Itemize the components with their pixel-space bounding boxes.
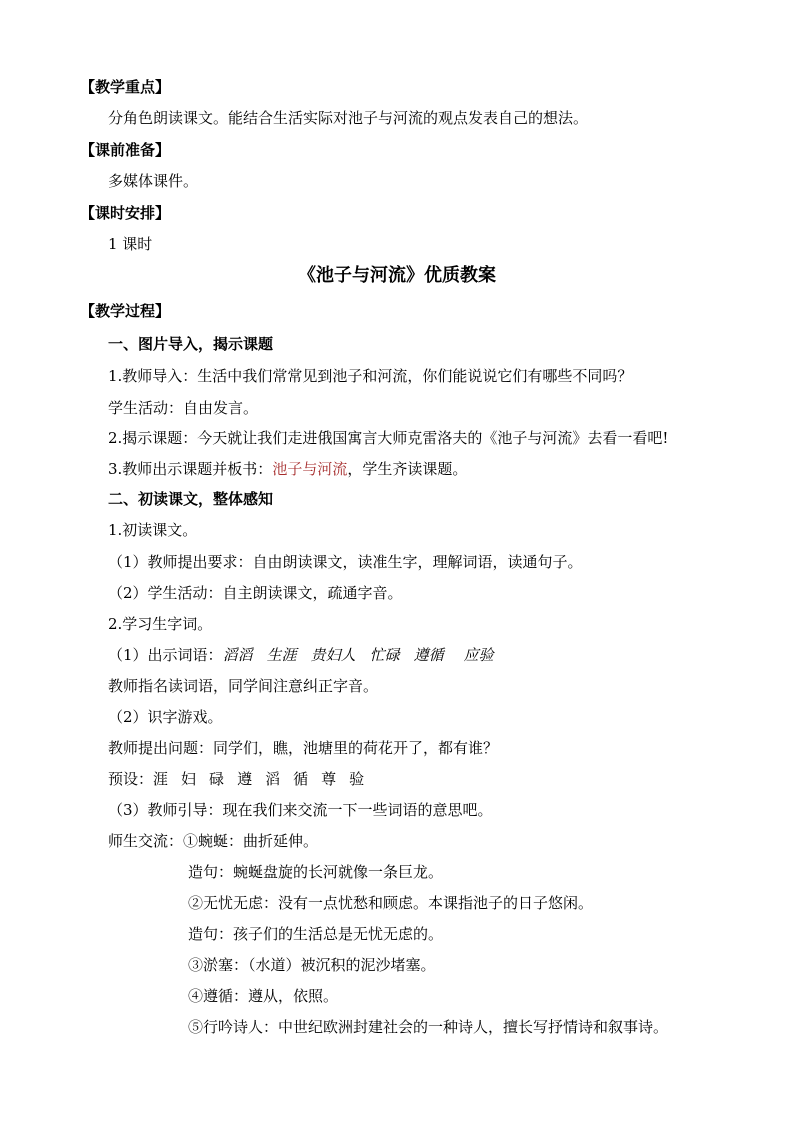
- definition-1: ①蜿蜒：曲折延伸。: [183, 832, 319, 850]
- part1-line4: [108, 459, 467, 479]
- part2-line2: （1）教师提出要求：自由朗读课文，读准生字，理解词语，读通句子。: [108, 553, 583, 571]
- schedule-heading: 【课时安排】: [80, 204, 171, 222]
- vocab-prefix: （1）出示词语：: [108, 646, 223, 664]
- sentence-2: 造句：孩子们的生活总是无忧无虑的。: [188, 925, 444, 943]
- vocab-word: 生涯: [266, 646, 297, 664]
- preset-char: 验: [349, 770, 365, 788]
- definition-3: ③淤塞：（水道）被沉积的泥沙堵塞。: [188, 956, 436, 974]
- vocab-word: 滔滔: [222, 646, 253, 664]
- exchange-line: [108, 831, 318, 851]
- lesson-title-highlight: 池子与河流: [272, 460, 348, 478]
- part2-line6: 教师指名读词语，同学间注意纠正字音。: [108, 677, 379, 695]
- vocab-word: 应验: [463, 646, 494, 664]
- process-heading: 【教学过程】: [80, 302, 171, 320]
- focus-text: 分角色朗读课文。能结合生活实际对池子与河流的观点发表自己的想法。: [108, 109, 589, 127]
- definition-4: ④遵循：遵从，依照。: [188, 987, 339, 1005]
- vocab-line: [108, 645, 494, 665]
- definition-2: ②无忧无虑：没有一点忧愁和顾虑。本课指池子的日子悠闲。: [188, 894, 594, 912]
- vocab-word: 遵循: [413, 646, 444, 664]
- vocab-word: 忙碌: [369, 646, 400, 664]
- preset-prefix: 预设：: [108, 770, 154, 788]
- preset-char: 碌: [209, 770, 225, 788]
- part2-line1: 1.初读课文。: [108, 521, 198, 539]
- preset-char: 尊: [321, 770, 337, 788]
- preset-char: 遵: [237, 770, 253, 788]
- prep-heading: 【课前准备】: [80, 141, 171, 159]
- part1-line3: 2.揭示课题：今天就让我们走进俄国寓言大师克雷洛夫的《池子与河流》去看一看吧!: [108, 429, 669, 447]
- part2-line4: 2.学习生字词。: [108, 615, 213, 633]
- part2-heading: 二、初读课文，整体感知: [108, 490, 274, 508]
- part2-line8: 教师提出问题：同学们，瞧，池塘里的荷花开了，都有谁？: [108, 739, 499, 757]
- part1-line4-suffix: ，学生齐读课题。: [347, 460, 468, 478]
- sentence-1: 造句：蜿蜒盘旋的长河就像一条巨龙。: [188, 863, 444, 881]
- exchange-prefix: 师生交流：: [108, 832, 184, 850]
- prep-text: 多媒体课件。: [108, 172, 199, 190]
- part2-line7: （2）识字游戏。: [108, 708, 223, 726]
- preset-chars-line: [108, 769, 377, 789]
- part2-line10: （3）教师引导：现在我们来交流一下一些词语的意思吧。: [108, 801, 493, 819]
- schedule-text: 1 课时: [108, 235, 153, 253]
- part2-line3: （2）学生活动：自主朗读课文，疏通字音。: [108, 584, 403, 602]
- definition-5: ⑤行吟诗人：中世纪欧洲封建社会的一种诗人，擅长写抒情诗和叙事诗。: [188, 1018, 669, 1036]
- part1-line1: 1.教师导入：生活中我们常常见到池子和河流，你们能说说它们有哪些不同吗？: [108, 367, 633, 385]
- part1-heading: 一、图片导入，揭示课题: [108, 335, 274, 353]
- preset-char: 妇: [181, 770, 197, 788]
- part1-line4-prefix: 3.教师出示课题并板书：: [108, 460, 273, 478]
- focus-heading: 【教学重点】: [80, 78, 171, 96]
- preset-char: 滔: [265, 770, 281, 788]
- preset-char: 循: [293, 770, 309, 788]
- part1-line2: 学生活动：自由发言。: [108, 399, 259, 417]
- page-title: 《池子与河流》优质教案: [298, 265, 496, 286]
- preset-char: 涯: [153, 770, 169, 788]
- vocab-word: 贵妇人: [310, 646, 356, 664]
